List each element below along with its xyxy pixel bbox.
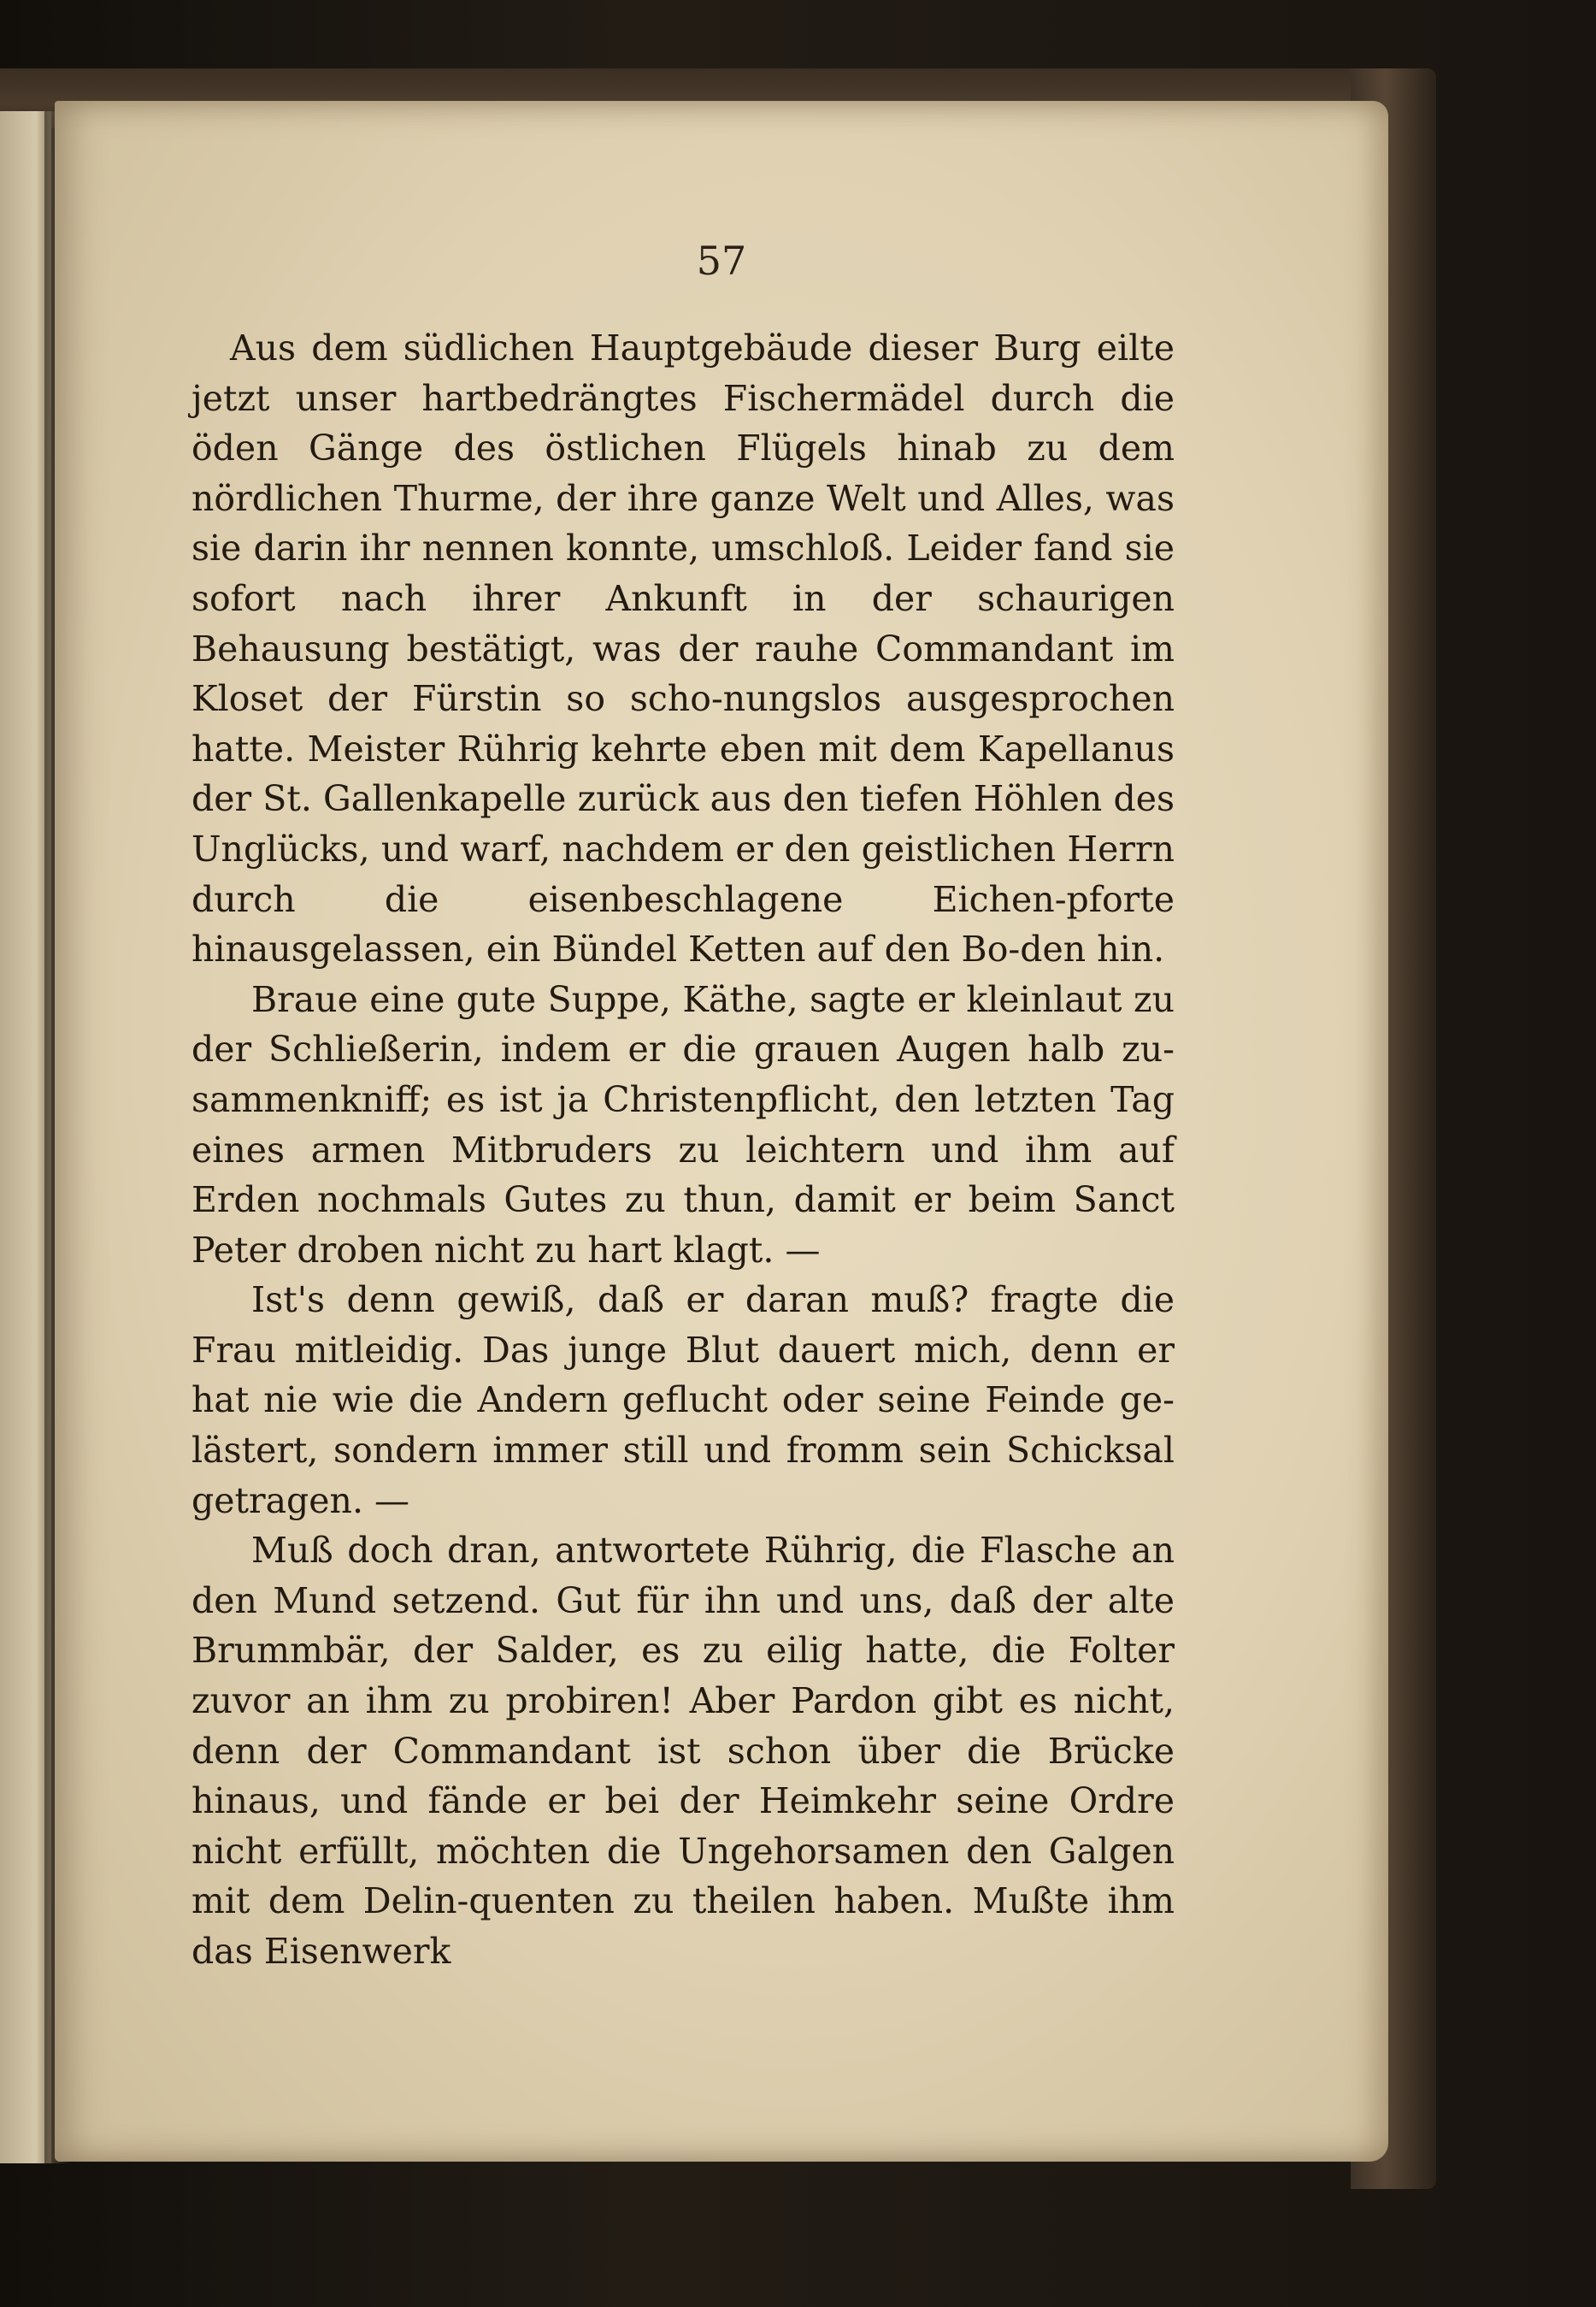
paragraph-4: Muß doch dran, antwortete Rührig, die Flasche an den Mund setzend. Gut für ihn und uns, daß der alte Brummbär, der Salder, es zu eilig hatte, die Folter zuvor an ihm zu probiren! Aber Pardon gibt es nicht, denn der Commandant ist schon über die Brücke hinaus, und fände er bei der Heimkehr seine Ordre nicht erfüllt, möchten die Ungehorsamen den Galgen mit dem Delin-quenten zu theilen haben. Mußte ihm das Eisenwerk <box>191 1530 1175 1972</box>
paragraph-3: Ist's denn gewiß, daß er daran muß? fragte die Frau mitleidig. Das junge Blut dauert mich, denn er hat nie wie die Andern geflucht oder seine Feinde ge-lästert, sondern immer still und fromm sein Schicksal getragen. — <box>191 1279 1175 1521</box>
body-text <box>191 323 1175 1977</box>
page-number: 57 <box>696 238 747 284</box>
paragraph-1: Aus dem südlichen Hauptgebäude dieser Burg eilte jetzt unser hartbedrängtes Fischermädel durch die öden Gänge des östlichen Flügels hinab zu dem nördlichen Thurme, der ihre ganze Welt und Alles, was sie darin ihr nennen konnte, umschloß. Leider fand sie sofort nach ihrer Ankunft in der schaurigen Behausung bestätigt, was der rauhe Commandant im Kloset der Fürstin so scho-nungslos ausgesprochen hatte. Meister Rührig kehrte eben mit dem Kapellanus der St. Gallenkapelle zurück aus den tiefen Höhlen des Unglücks, und warf, nachdem er den geistlichen Herrn durch die eisenbeschlagene Eichen-pforte hinausgelassen, ein Bündel Ketten auf den Bo-den hin. <box>191 327 1175 971</box>
book-page <box>55 101 1388 2162</box>
facing-page-edge <box>0 111 51 2163</box>
paragraph-2: Braue eine gute Suppe, Käthe, sagte er kleinlaut zu der Schließerin, indem er die grauen Augen halb zu-sammenkniff; es ist ja Christenpflicht, den letzten Tag eines armen Mitbruders zu leichtern und ihm auf Erden nochmals Gutes zu thun, damit er beim Sanct Peter droben nicht zu hart klagt. — <box>191 978 1175 1271</box>
